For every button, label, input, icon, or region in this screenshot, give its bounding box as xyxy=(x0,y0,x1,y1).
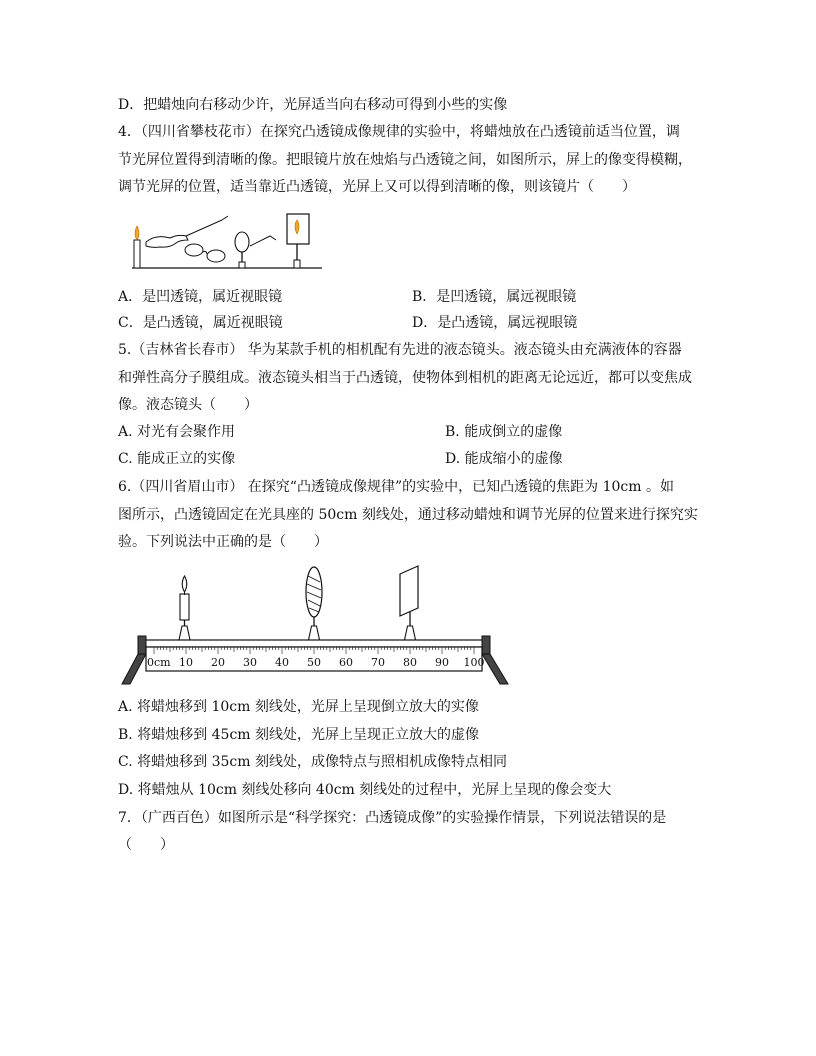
q6-text-line-2: 图所示，凸透镜固定在光具座的 50cm 刻线处，通过移动蜡烛和调节光屏的位置来进行探究实 xyxy=(118,507,698,523)
ruler-label: 50 xyxy=(307,656,321,669)
q6-option-d: D. 将蜡烛从 10cm 刻线处移向 40cm 刻线处的过程中，光屏上呈现的像会变大 xyxy=(118,782,612,798)
q6-convex-lens xyxy=(306,567,322,617)
q4-eyeglass-lens-left xyxy=(185,244,203,256)
q4-option-c: C．是凸透镜，属近视眼镜 xyxy=(118,315,283,331)
ruler-label: 30 xyxy=(243,656,257,669)
q5-option-a: A. 对光有会聚作用 xyxy=(118,424,236,440)
q5-text-line-3: 像。液态镜头（ ） xyxy=(118,397,258,413)
ruler-label: 10 xyxy=(179,656,193,669)
q4-convex-lens xyxy=(235,232,249,252)
q6-figure-optical-bench xyxy=(118,562,518,692)
q6-option-b: B. 将蜡烛移到 45cm 刻线处，光屏上呈现正立放大的虚像 xyxy=(118,727,480,743)
q6-bench-rail xyxy=(140,640,484,647)
q6-candle-flame xyxy=(182,576,187,592)
q6-bench-leg-left xyxy=(122,654,146,684)
q4-option-a: A．是凹透镜，属近视眼镜 xyxy=(118,289,283,305)
q6-candle xyxy=(180,594,189,620)
ruler-label: 40 xyxy=(275,656,289,669)
q4-option-b: B．是凹透镜，属远视眼镜 xyxy=(412,289,577,305)
q6-option-c: C. 将蜡烛移到 35cm 刻线处，成像特点与照相机成像特点相同 xyxy=(118,754,507,770)
q6-bench-leg-right xyxy=(482,654,508,684)
ruler-label: 20 xyxy=(211,656,225,669)
q4-option-d: D．是凸透镜，属远视眼镜 xyxy=(412,315,578,331)
ruler-label: 70 xyxy=(371,656,385,669)
ruler-label: 90 xyxy=(435,656,449,669)
ruler-label: 60 xyxy=(339,656,353,669)
ruler-label: 100 xyxy=(463,656,485,669)
q5-option-c: C. 能成正立的实像 xyxy=(118,451,236,467)
ruler-label: 80 xyxy=(403,656,417,669)
q7-text-line-1: 7．（广西百色）如图所示是“科学探究：凸透镜成像”的实验操作情景，下列说法错误的是 xyxy=(118,810,667,826)
q4-hand xyxy=(146,235,188,247)
q4-text-line-1: 4．（四川省攀枝花市）在探究凸透镜成像规律的实验中，将蜡烛放在凸透镜前适当位置，调 xyxy=(118,124,680,140)
q6-text-line-3: 验。下列说法中正确的是（ ） xyxy=(118,534,328,550)
q5-option-d: D. 能成缩小的虚像 xyxy=(445,451,563,467)
q5-option-b: B. 能成倒立的虚像 xyxy=(445,424,563,440)
q5-text-line-1: 5.（吉林省长春市） 华为某款手机的相机配有先进的液态镜头。液态镜头由充满液体的容器 xyxy=(118,342,682,358)
q4-text-line-3: 调节光屏的位置，适当靠近凸透镜，光屏上又可以得到清晰的像，则该镜片（ ） xyxy=(118,179,636,195)
q4-text-line-2: 节光屏位置得到清晰的像。把眼镜片放在烛焰与凸透镜之间，如图所示，屏上的像变得模糊， xyxy=(118,152,692,168)
q5-text-line-2: 和弹性高分子膜组成。液态镜头相当于凸透镜，使物体到相机的距离无论远近，都可以变焦成 xyxy=(118,370,692,386)
q6-screen xyxy=(400,566,418,616)
q4-figure-eyeglass-experiment xyxy=(130,210,325,272)
ruler-label: 0cm xyxy=(147,656,171,669)
q3-option-d: D．把蜡烛向右移动少许，光屏适当向右移动可得到小些的实像 xyxy=(118,97,508,113)
q6-text-line-1: 6.（四川省眉山市） 在探究“凸透镜成像规律”的实验中，已知凸透镜的焦距为 10cm 。如 xyxy=(118,479,674,495)
q7-text-line-2: （ ） xyxy=(118,837,174,853)
q4-candle xyxy=(134,240,140,268)
q6-option-a: A. 将蜡烛移到 10cm 刻线处，光屏上呈现倒立放大的实像 xyxy=(118,699,479,715)
q4-eyeglass-lens-right xyxy=(207,250,225,262)
q4-candle-flame xyxy=(135,226,139,240)
